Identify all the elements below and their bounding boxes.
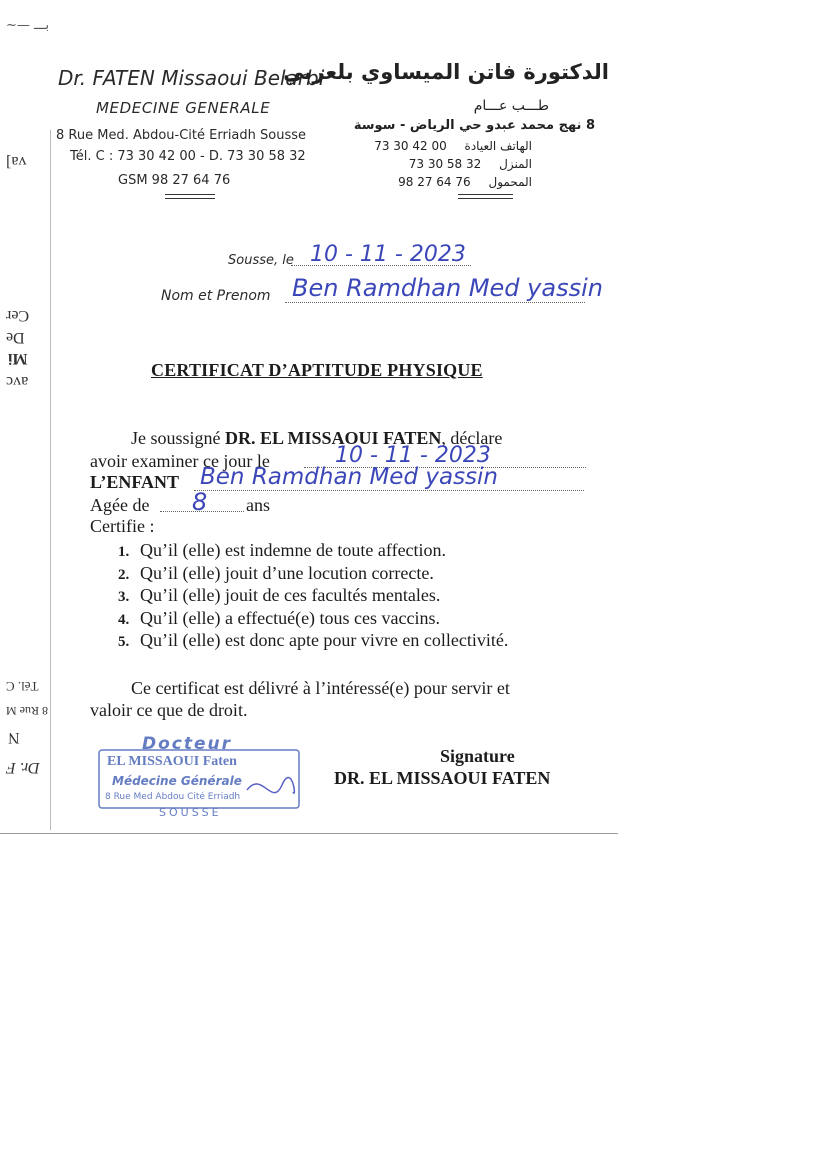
- margin-fragment: va]: [6, 153, 27, 170]
- body-line-1-post: , déclare: [441, 428, 503, 448]
- closing-line-1: Ce certificat est délivré à l’intéressé(e) pour servir et: [131, 678, 510, 698]
- signature-name: DR. EL MISSAOUI FATEN: [334, 768, 551, 788]
- address-ar: 8 نهج محمد عبدو حي الرياض - سوسة: [353, 118, 595, 133]
- age-label: Agée de: [90, 495, 150, 515]
- margin-fragment: 8 Rue M: [6, 704, 48, 718]
- mobile-number-ar: 98 27 64 76: [398, 175, 471, 189]
- gsm-fr: GSM 98 27 64 76: [118, 173, 231, 188]
- home-label-ar: المنزل: [499, 157, 532, 171]
- stamp-line-2: EL MISSAOUI Faten: [107, 754, 237, 769]
- doctor-stamp: [97, 730, 302, 822]
- child-name-value: Ben Ramdhan Med yassin: [200, 464, 499, 490]
- margin-fragment: Dr. F: [6, 759, 40, 776]
- exam-date-value: 10 - 11 - 2023: [335, 443, 491, 468]
- corner-mark: ~— بـــ: [6, 18, 50, 33]
- certificate-title: CERTIFICAT D’APTITUDE PHYSIQUE: [151, 360, 483, 380]
- address-fr: 8 Rue Med. Abdou-Cité Erriadh Sousse: [56, 128, 307, 143]
- margin-fragment: De: [6, 329, 25, 346]
- header-ar-underline: [458, 194, 513, 199]
- stamp-line-1: Docteur: [142, 734, 233, 754]
- patient-name-label: Nom et Prenom: [161, 288, 271, 304]
- margin-fragment: Tél. C: [6, 679, 39, 694]
- phone-row-ar: [374, 139, 532, 153]
- body-line-1-pre: Je soussigné: [131, 428, 225, 448]
- list-item: 2. Qu’il (elle) jouit d’une locution correcte.: [118, 563, 434, 583]
- doctor-name-ar: الدكتورة فاتن الميساوي بلعربي: [283, 60, 609, 84]
- phone-number-ar: 73 30 42 00: [374, 139, 447, 153]
- list-item: 4. Qu’il (elle) a effectué(e) tous ces vaccins.: [118, 608, 441, 628]
- age-value: 8: [192, 488, 208, 516]
- home-number-ar: 73 30 58 32: [408, 157, 482, 171]
- margin-fragment: avc: [6, 373, 29, 390]
- margin-fragment: Cer: [6, 307, 30, 324]
- mobile-label-ar: المحمول: [488, 175, 532, 189]
- patient-name-value: Ben Ramdhan Med yassin: [292, 274, 603, 302]
- scan-edge-left: [50, 130, 51, 830]
- signature-label: Signature: [440, 746, 515, 766]
- closing-line-2: valoir ce que de droit.: [90, 700, 248, 720]
- scan-edge-bottom: [0, 833, 618, 834]
- list-item: 3. Qu’il (elle) jouit de ces facultés mentales.: [118, 585, 441, 605]
- home-row-ar: [409, 157, 532, 171]
- child-name-dots: [194, 490, 584, 491]
- patient-name-dots: [285, 302, 585, 303]
- stamp-line-3: Médecine Générale: [112, 774, 242, 788]
- header-fr-underline: [165, 194, 215, 199]
- specialty-fr: MEDECINE GENERALE: [96, 99, 271, 117]
- specialty-ar: طـــب عـــام: [473, 98, 549, 114]
- stamp-line-5: SOUSSE: [159, 806, 222, 819]
- list-item: 1. Qu’il (elle) est indemne de toute affection.: [118, 540, 447, 560]
- place-date-label: Sousse, le: [228, 253, 294, 268]
- margin-fragment: Mi: [8, 350, 28, 367]
- age-unit: ans: [246, 495, 270, 515]
- margin-fragment: N: [8, 729, 20, 746]
- doctor-name-body: DR. EL MISSAOUI FATEN: [225, 428, 442, 448]
- phone-label-ar: الهاتف العيادة: [464, 139, 532, 153]
- place-date-value: 10 - 11 - 2023: [310, 242, 466, 267]
- mobile-row-ar: [398, 175, 532, 189]
- phone-fr: Tél. C : 73 30 42 00 - D. 73 30 58 32: [70, 149, 306, 164]
- doctor-name-fr: Dr. FATEN Missaoui Belarbi: [58, 66, 325, 90]
- body-line-2: avoir examiner ce jour le: [90, 451, 270, 471]
- stamp-line-4: 8 Rue Med Abdou Cité Erriadh: [105, 792, 241, 802]
- list-item: 5. Qu’il (elle) est donc apte pour vivre en collectivité.: [118, 630, 509, 650]
- child-label: L’ENFANT: [90, 472, 180, 492]
- certifie-label: Certifie :: [90, 516, 155, 536]
